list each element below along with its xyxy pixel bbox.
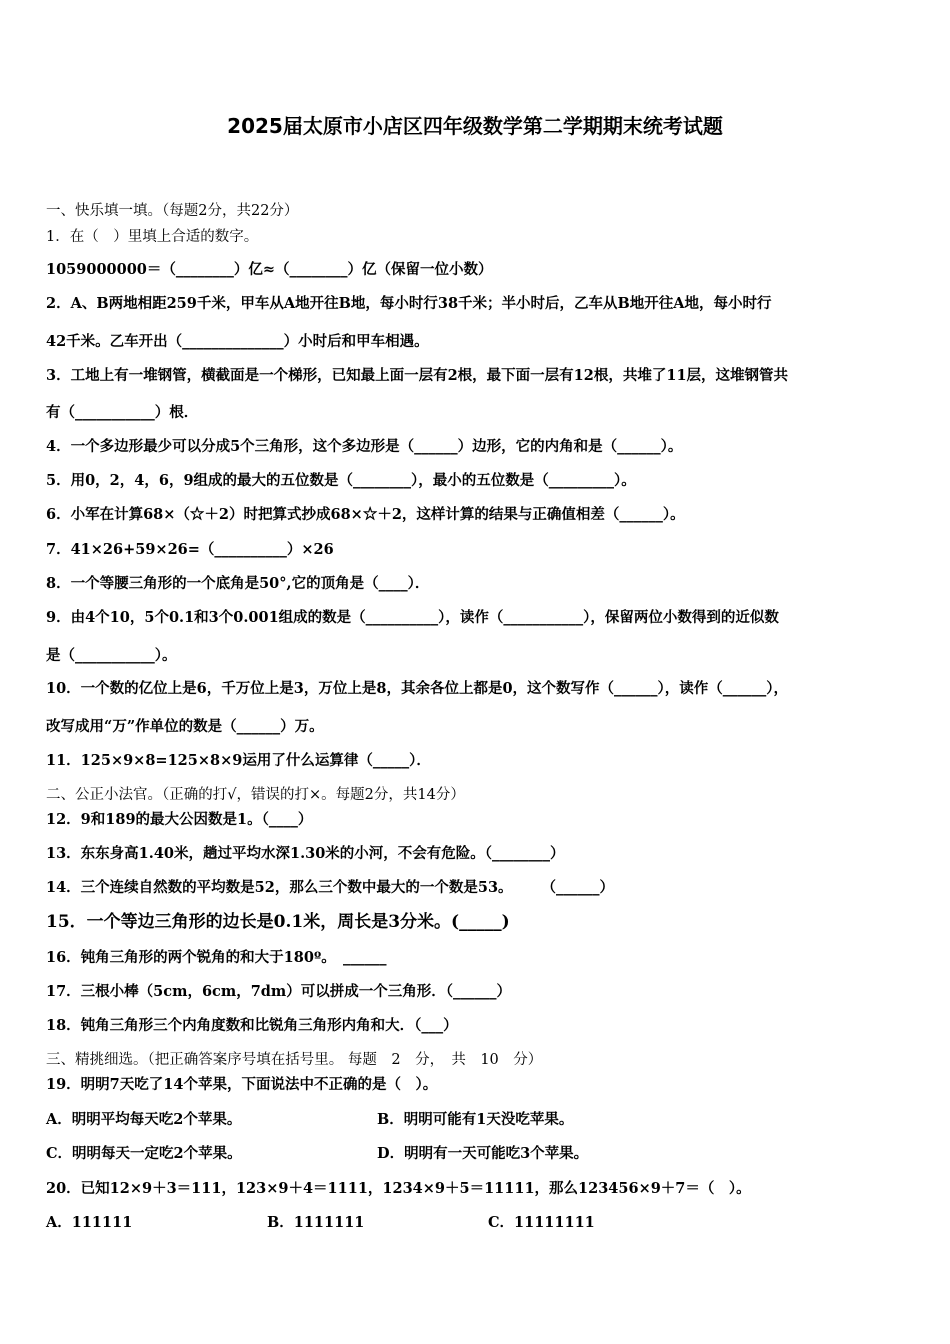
page-title: 2025届太原市小店区四年级数学第二学期期末统考试题 <box>227 114 723 138</box>
question-3-line-2: 有（___________）根． <box>46 404 199 421</box>
question-19: 19．明明7天吃了14个苹果，下面说法中不正确的是（ ）。 <box>46 1076 438 1093</box>
question-7: 7．41×26+59×26=（__________）×26 <box>46 541 334 558</box>
question-17: 17．三根小棒（5cm，6cm，7dm）可以拼成一个三角形．（______） <box>46 983 512 1000</box>
question-2-line-2: 42千米。乙车开出（______________）小时后和甲车相遇。 <box>46 333 429 350</box>
section-3-heading: 三、精挑细选。（把正确答案序号填在括号里。 每题 2 分， 共 10 分） <box>46 1052 543 1068</box>
question-1: 1．在（ ）里填上合适的数字。 <box>46 229 259 245</box>
question-13: 13．东东身高1.40米，趟过平均水深1.30米的小河，不会有危险。（________） <box>46 845 565 862</box>
question-3-line-1: 3．工地上有一堆钢管，横截面是一个梯形，已知最上面一层有2根，最下面一层有12根，共堆了11层，这堆钢管共 <box>46 367 789 384</box>
question-14: 14．三个连续自然数的平均数是52，那么三个数中最大的一个数是53。 （______） <box>46 879 615 896</box>
question-9-line-1: 9．由4个10，5个0.1和3个0.001组成的数是（__________），读作（___________），保留两位小数得到的近似数 <box>46 609 779 626</box>
question-19-option-b: B．明明可能有1天没吃苹果。 <box>377 1111 574 1128</box>
question-11: 11．125×9×8=125×8×9运用了什么运算律（_____）． <box>46 752 431 769</box>
question-9-line-2: 是（___________）。 <box>46 647 177 664</box>
section-1-heading: 一、快乐填一填。（每题2分，共22分） <box>46 203 299 219</box>
question-5: 5．用0，2，4，6，9组成的最大的五位数是（________），最小的五位数是（_________）。 <box>46 472 636 489</box>
question-12: 12．9和189的最大公因数是1。（____） <box>46 811 313 828</box>
question-2-line-1: 2．A、B两地相距259千米，甲车从A地开往B地，每小时行38千米；半小时后，乙车从B地开往A地，每小时行 <box>46 295 772 312</box>
question-15: 15．一个等边三角形的边长是0.1米，周长是3分米。(_____) <box>46 912 510 932</box>
question-1-line: 1059000000＝（________）亿≈（________）亿（保留一位小数） <box>46 261 493 278</box>
question-20-option-b: B．1111111 <box>267 1214 365 1231</box>
question-19-option-d: D．明明有一天可能吃3个苹果。 <box>377 1145 589 1162</box>
question-19-option-a: A．明明平均每天吃2个苹果。 <box>46 1111 242 1128</box>
question-20-option-a: A．111111 <box>46 1214 133 1231</box>
section-2-heading: 二、公正小法官。（正确的打√，错误的打×。每题2分，共14分） <box>46 787 465 803</box>
question-4: 4．一个多边形最少可以分成5个三角形，这个多边形是（______）边形，它的内角和是（______）。 <box>46 438 683 455</box>
question-8: 8．一个等腰三角形的一个底角是50°,它的顶角是（____）． <box>46 575 430 592</box>
question-18: 18．钝角三角形三个内角度数和比锐角三角形内角和大．（___） <box>46 1017 458 1034</box>
question-10-line-2: 改写成用“万”作单位的数是（______）万。 <box>46 718 324 735</box>
question-10-line-1: 10．一个数的亿位上是6，千万位上是3，万位上是8，其余各位上都是0，这个数写作（______），读作（______）， <box>46 680 789 697</box>
question-6: 6．小军在计算68×（☆＋2）时把算式抄成68×☆＋2，这样计算的结果与正确值相差（______）。 <box>46 506 685 523</box>
question-19-option-c: C．明明每天一定吃2个苹果。 <box>46 1145 242 1162</box>
question-20: 20．已知12×9＋3＝111，123×9＋4＝1111，1234×9＋5＝11111，那么123456×9＋7＝（ ）。 <box>46 1180 751 1197</box>
question-16: 16．钝角三角形的两个锐角的和大于180º。 ______ <box>46 949 387 966</box>
question-20-option-c: C．11111111 <box>488 1214 595 1231</box>
